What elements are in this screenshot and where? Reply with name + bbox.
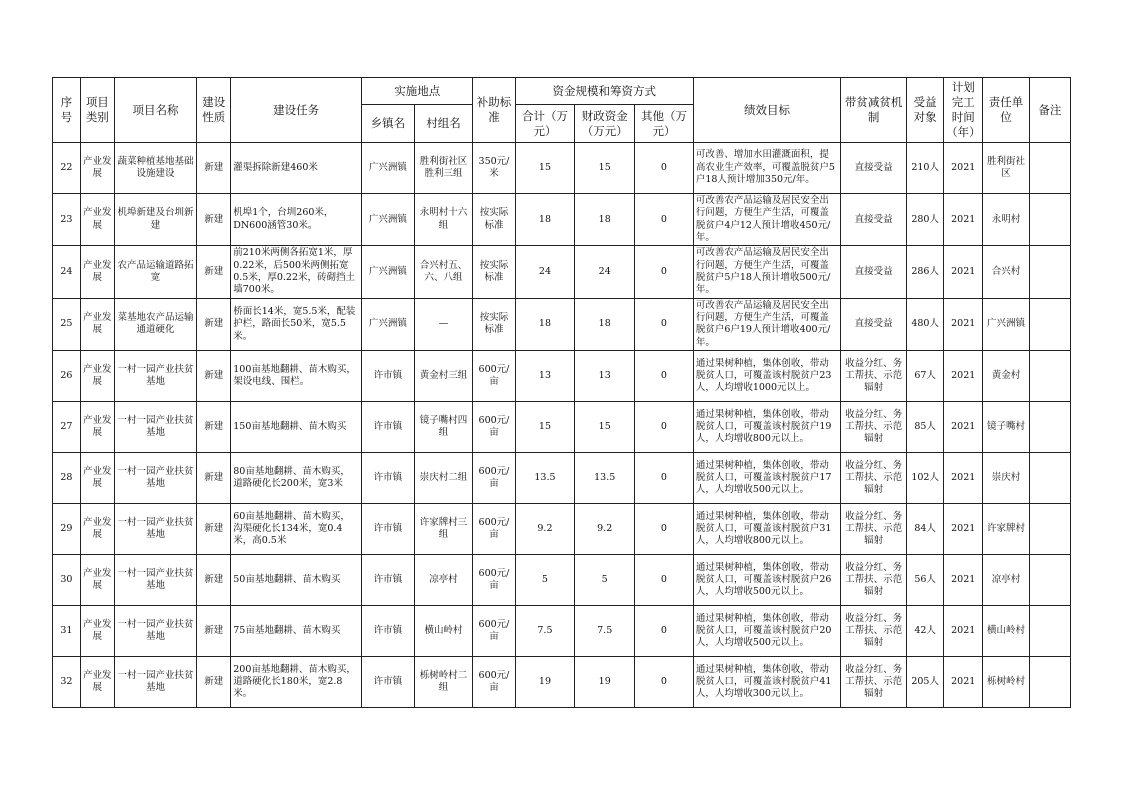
table-body bbox=[53, 143, 1071, 708]
cell-town: 广兴洲镇 bbox=[362, 143, 415, 194]
cell-goal: 可改善、增加水田灌溉面积，提高农业生产效率，可覆盖脱贫户5户18人预计增加350元/年。 bbox=[693, 143, 840, 194]
cell-task: 前210米两侧各拓宽1米，厚0.22米，后500米两侧拓宽0.5米，厚0.22米，砖砌挡土墙700米。 bbox=[231, 246, 362, 298]
table-row bbox=[53, 143, 1071, 194]
cell-beneficiary: 205人 bbox=[907, 657, 944, 708]
cell-seq: 28 bbox=[53, 453, 81, 504]
header-town: 乡镇名 bbox=[362, 105, 415, 143]
cell-goal: 可改善农产品运输及居民安全出行问题，方便生产生活，可覆盖脱贫户5户18人预计增收500元/年。 bbox=[693, 246, 840, 298]
cell-mechanism: 收益分红、务工帮扶、示范辐射 bbox=[841, 402, 907, 453]
table-row bbox=[53, 555, 1071, 606]
cell-fiscal: 13 bbox=[575, 351, 635, 402]
cell-seq: 27 bbox=[53, 402, 81, 453]
cell-beneficiary: 286人 bbox=[907, 246, 944, 298]
cell-goal: 通过果树种植，集体创收，带动脱贫人口，可覆盖该村脱贫户20人，人均增收500元以上。 bbox=[693, 606, 840, 657]
cell-task: 灌渠拆除新建460米 bbox=[231, 143, 362, 194]
cell-total: 9.2 bbox=[515, 504, 575, 555]
cell-seq: 30 bbox=[53, 555, 81, 606]
cell-unit: 崇庆村 bbox=[983, 453, 1029, 504]
cell-beneficiary: 42人 bbox=[907, 606, 944, 657]
cell-mechanism: 直接受益 bbox=[841, 194, 907, 246]
cell-fiscal: 15 bbox=[575, 143, 635, 194]
cell-category: 产业发展 bbox=[80, 453, 114, 504]
cell-other: 0 bbox=[635, 143, 694, 194]
header-mechanism: 带贫减贫机制 bbox=[841, 78, 907, 143]
cell-category: 产业发展 bbox=[80, 402, 114, 453]
cell-town: 广兴洲镇 bbox=[362, 246, 415, 298]
cell-remark bbox=[1029, 351, 1070, 402]
cell-nature: 新建 bbox=[197, 555, 231, 606]
cell-task: 60亩基地翻耕、苗木购买，沟渠硬化长134米，宽0.4米，高0.5米 bbox=[231, 504, 362, 555]
cell-subsidy: 350元/米 bbox=[473, 143, 515, 194]
cell-name: 一村一园产业扶贫基地 bbox=[114, 657, 196, 708]
cell-seq: 31 bbox=[53, 606, 81, 657]
cell-unit: 凉亭村 bbox=[983, 555, 1029, 606]
cell-goal: 可改善农产品运输及居民安全出行问题，方便生产生活，可覆盖脱贫户6户19人预计增收400元/年。 bbox=[693, 298, 840, 350]
cell-fiscal: 18 bbox=[575, 298, 635, 350]
cell-town: 广兴洲镇 bbox=[362, 194, 415, 246]
cell-total: 15 bbox=[515, 402, 575, 453]
cell-task: 150亩基地翻耕、苗木购买 bbox=[231, 402, 362, 453]
cell-category: 产业发展 bbox=[80, 606, 114, 657]
cell-category: 产业发展 bbox=[80, 657, 114, 708]
cell-seq: 25 bbox=[53, 298, 81, 350]
cell-name: 蔬菜种植基地基础设施建设 bbox=[114, 143, 196, 194]
cell-year: 2021 bbox=[944, 143, 983, 194]
cell-goal: 通过果树种植，集体创收，带动脱贫人口，可覆盖该村脱贫户17人，人均增收500元以上。 bbox=[693, 453, 840, 504]
cell-fiscal: 9.2 bbox=[575, 504, 635, 555]
header-category: 项目类别 bbox=[80, 78, 114, 143]
header-remark: 备注 bbox=[1029, 78, 1070, 143]
cell-seq: 22 bbox=[53, 143, 81, 194]
cell-beneficiary: 280人 bbox=[907, 194, 944, 246]
cell-name: 一村一园产业扶贫基地 bbox=[114, 351, 196, 402]
cell-year: 2021 bbox=[944, 555, 983, 606]
cell-task: 50亩基地翻耕、苗木购买 bbox=[231, 555, 362, 606]
cell-seq: 29 bbox=[53, 504, 81, 555]
cell-nature: 新建 bbox=[197, 657, 231, 708]
cell-town: 许市镇 bbox=[362, 657, 415, 708]
cell-total: 18 bbox=[515, 194, 575, 246]
cell-goal: 可改善农产品运输及居民安全出行问题，方便生产生活，可覆盖脱贫户4户12人预计增收450元/年。 bbox=[693, 194, 840, 246]
cell-seq: 26 bbox=[53, 351, 81, 402]
cell-remark bbox=[1029, 402, 1070, 453]
cell-total: 24 bbox=[515, 246, 575, 298]
cell-mechanism: 直接受益 bbox=[841, 143, 907, 194]
cell-other: 0 bbox=[635, 555, 694, 606]
cell-name: 农产品运输道路拓宽 bbox=[114, 246, 196, 298]
cell-goal: 通过果树种植，集体创收，带动脱贫人口，可覆盖该村脱贫户26人，人均增收500元以上。 bbox=[693, 555, 840, 606]
cell-nature: 新建 bbox=[197, 504, 231, 555]
cell-goal: 通过果树种植，集体创收，带动脱贫人口，可覆盖该村脱贫户31人，人均增收800元以上。 bbox=[693, 504, 840, 555]
header-unit: 责任单位 bbox=[983, 78, 1029, 143]
cell-subsidy: 600元/亩 bbox=[473, 606, 515, 657]
cell-task: 80亩基地翻耕、苗木购买，道路硬化长200米，宽3米 bbox=[231, 453, 362, 504]
header-name: 项目名称 bbox=[114, 78, 196, 143]
cell-other: 0 bbox=[635, 657, 694, 708]
cell-mechanism: 收益分红、务工帮扶、示范辐射 bbox=[841, 657, 907, 708]
cell-unit: 广兴洲镇 bbox=[983, 298, 1029, 350]
cell-name: 一村一园产业扶贫基地 bbox=[114, 504, 196, 555]
table-row bbox=[53, 453, 1071, 504]
cell-total: 13 bbox=[515, 351, 575, 402]
cell-village: 合兴村五、六、八组 bbox=[414, 246, 473, 298]
table-row bbox=[53, 402, 1071, 453]
cell-village: 永明村十六组 bbox=[414, 194, 473, 246]
cell-fiscal: 19 bbox=[575, 657, 635, 708]
cell-subsidy: 600元/亩 bbox=[473, 555, 515, 606]
cell-beneficiary: 210人 bbox=[907, 143, 944, 194]
table-row bbox=[53, 246, 1071, 298]
project-table bbox=[52, 77, 1071, 708]
cell-subsidy: 600元/亩 bbox=[473, 453, 515, 504]
cell-subsidy: 按实际标准 bbox=[473, 246, 515, 298]
cell-beneficiary: 84人 bbox=[907, 504, 944, 555]
cell-mechanism: 收益分红、务工帮扶、示范辐射 bbox=[841, 504, 907, 555]
header-goal: 绩效目标 bbox=[693, 78, 840, 143]
cell-mechanism: 收益分红、务工帮扶、示范辐射 bbox=[841, 606, 907, 657]
cell-beneficiary: 480人 bbox=[907, 298, 944, 350]
header-nature: 建设性质 bbox=[197, 78, 231, 143]
cell-subsidy: 按实际标准 bbox=[473, 298, 515, 350]
cell-fiscal: 18 bbox=[575, 194, 635, 246]
cell-town: 许市镇 bbox=[362, 504, 415, 555]
cell-other: 0 bbox=[635, 402, 694, 453]
cell-total: 15 bbox=[515, 143, 575, 194]
header-funding: 资金规模和筹资方式 bbox=[515, 78, 693, 105]
header-seq: 序号 bbox=[53, 78, 81, 143]
header-location: 实施地点 bbox=[362, 78, 473, 105]
cell-beneficiary: 56人 bbox=[907, 555, 944, 606]
header-fiscal: 财政资金（万元） bbox=[575, 105, 635, 143]
header-village: 村组名 bbox=[414, 105, 473, 143]
table-row bbox=[53, 351, 1071, 402]
cell-town: 许市镇 bbox=[362, 606, 415, 657]
cell-beneficiary: 67人 bbox=[907, 351, 944, 402]
cell-category: 产业发展 bbox=[80, 298, 114, 350]
cell-nature: 新建 bbox=[197, 453, 231, 504]
cell-name: 菜基地农产品运输通道硬化 bbox=[114, 298, 196, 350]
cell-other: 0 bbox=[635, 351, 694, 402]
cell-remark bbox=[1029, 453, 1070, 504]
cell-beneficiary: 85人 bbox=[907, 402, 944, 453]
cell-task: 100亩基地翻耕、苗木购买，架设电线、围栏。 bbox=[231, 351, 362, 402]
cell-nature: 新建 bbox=[197, 402, 231, 453]
cell-remark bbox=[1029, 194, 1070, 246]
cell-seq: 32 bbox=[53, 657, 81, 708]
header-plan-time: 计划完工时间（年） bbox=[944, 78, 983, 143]
cell-nature: 新建 bbox=[197, 298, 231, 350]
cell-nature: 新建 bbox=[197, 351, 231, 402]
cell-category: 产业发展 bbox=[80, 351, 114, 402]
cell-year: 2021 bbox=[944, 504, 983, 555]
cell-nature: 新建 bbox=[197, 246, 231, 298]
cell-name: 一村一园产业扶贫基地 bbox=[114, 555, 196, 606]
cell-fiscal: 15 bbox=[575, 402, 635, 453]
cell-village: 横山岭村 bbox=[414, 606, 473, 657]
cell-category: 产业发展 bbox=[80, 194, 114, 246]
cell-mechanism: 收益分红、务工帮扶、示范辐射 bbox=[841, 555, 907, 606]
cell-category: 产业发展 bbox=[80, 143, 114, 194]
cell-other: 0 bbox=[635, 194, 694, 246]
cell-total: 13.5 bbox=[515, 453, 575, 504]
cell-mechanism: 直接受益 bbox=[841, 298, 907, 350]
cell-village: 镜子嘴村四组 bbox=[414, 402, 473, 453]
cell-goal: 通过果树种植，集体创收，带动脱贫人口，可覆盖该村脱贫户23人，人均增收1000元以上。 bbox=[693, 351, 840, 402]
cell-total: 7.5 bbox=[515, 606, 575, 657]
cell-remark bbox=[1029, 298, 1070, 350]
cell-name: 一村一园产业扶贫基地 bbox=[114, 453, 196, 504]
cell-year: 2021 bbox=[944, 402, 983, 453]
cell-subsidy: 600元/亩 bbox=[473, 351, 515, 402]
cell-name: 一村一园产业扶贫基地 bbox=[114, 606, 196, 657]
cell-subsidy: 600元/亩 bbox=[473, 657, 515, 708]
table-row bbox=[53, 504, 1071, 555]
cell-year: 2021 bbox=[944, 453, 983, 504]
header-task: 建设任务 bbox=[231, 78, 362, 143]
cell-fiscal: 7.5 bbox=[575, 606, 635, 657]
cell-goal: 通过果树种植，集体创收，带动脱贫人口，可覆盖该村脱贫户41人，人均增收300元以上。 bbox=[693, 657, 840, 708]
cell-remark bbox=[1029, 555, 1070, 606]
cell-village: — bbox=[414, 298, 473, 350]
cell-unit: 横山岭村 bbox=[983, 606, 1029, 657]
cell-year: 2021 bbox=[944, 606, 983, 657]
cell-remark bbox=[1029, 143, 1070, 194]
cell-village: 胜利街社区胜利三组 bbox=[414, 143, 473, 194]
cell-town: 广兴洲镇 bbox=[362, 298, 415, 350]
cell-goal: 通过果树种植，集体创收，带动脱贫人口，可覆盖该村脱贫户19人，人均增收800元以上。 bbox=[693, 402, 840, 453]
cell-mechanism: 收益分红、务工帮扶、示范辐射 bbox=[841, 453, 907, 504]
cell-year: 2021 bbox=[944, 351, 983, 402]
cell-village: 黄金村三组 bbox=[414, 351, 473, 402]
cell-beneficiary: 102人 bbox=[907, 453, 944, 504]
cell-mechanism: 直接受益 bbox=[841, 246, 907, 298]
cell-unit: 镜子嘴村 bbox=[983, 402, 1029, 453]
cell-unit: 永明村 bbox=[983, 194, 1029, 246]
cell-remark bbox=[1029, 504, 1070, 555]
cell-other: 0 bbox=[635, 453, 694, 504]
cell-town: 许市镇 bbox=[362, 555, 415, 606]
cell-category: 产业发展 bbox=[80, 504, 114, 555]
cell-name: 机埠新建及台圳新建 bbox=[114, 194, 196, 246]
cell-remark bbox=[1029, 606, 1070, 657]
cell-town: 许市镇 bbox=[362, 453, 415, 504]
cell-total: 18 bbox=[515, 298, 575, 350]
table-row bbox=[53, 298, 1071, 350]
cell-other: 0 bbox=[635, 606, 694, 657]
cell-fiscal: 5 bbox=[575, 555, 635, 606]
cell-seq: 24 bbox=[53, 246, 81, 298]
cell-total: 19 bbox=[515, 657, 575, 708]
table-row bbox=[53, 606, 1071, 657]
header-subsidy: 补助标准 bbox=[473, 78, 515, 143]
header-other: 其他（万元） bbox=[635, 105, 694, 143]
cell-town: 许市镇 bbox=[362, 351, 415, 402]
cell-total: 5 bbox=[515, 555, 575, 606]
cell-seq: 23 bbox=[53, 194, 81, 246]
cell-subsidy: 600元/亩 bbox=[473, 402, 515, 453]
cell-year: 2021 bbox=[944, 246, 983, 298]
cell-unit: 黄金村 bbox=[983, 351, 1029, 402]
cell-nature: 新建 bbox=[197, 606, 231, 657]
cell-category: 产业发展 bbox=[80, 246, 114, 298]
cell-task: 机埠1个，台圳260米，DN600涵管30米。 bbox=[231, 194, 362, 246]
cell-unit: 栎树岭村 bbox=[983, 657, 1029, 708]
cell-other: 0 bbox=[635, 246, 694, 298]
cell-year: 2021 bbox=[944, 298, 983, 350]
cell-mechanism: 收益分红、务工帮扶、示范辐射 bbox=[841, 351, 907, 402]
cell-year: 2021 bbox=[944, 657, 983, 708]
cell-remark bbox=[1029, 657, 1070, 708]
cell-task: 75亩基地翻耕、苗木购买 bbox=[231, 606, 362, 657]
table-row bbox=[53, 657, 1071, 708]
cell-village: 崇庆村二组 bbox=[414, 453, 473, 504]
cell-unit: 胜利街社区 bbox=[983, 143, 1029, 194]
cell-subsidy: 600元/亩 bbox=[473, 504, 515, 555]
cell-year: 2021 bbox=[944, 194, 983, 246]
cell-other: 0 bbox=[635, 298, 694, 350]
cell-category: 产业发展 bbox=[80, 555, 114, 606]
cell-task: 桥面长14米，宽5.5米，配装护栏，路面长50米，宽5.5米。 bbox=[231, 298, 362, 350]
cell-name: 一村一园产业扶贫基地 bbox=[114, 402, 196, 453]
cell-village: 栎树岭村二组 bbox=[414, 657, 473, 708]
cell-unit: 许家牌村 bbox=[983, 504, 1029, 555]
cell-town: 许市镇 bbox=[362, 402, 415, 453]
cell-other: 0 bbox=[635, 504, 694, 555]
table-row bbox=[53, 194, 1071, 246]
cell-nature: 新建 bbox=[197, 143, 231, 194]
cell-village: 凉亭村 bbox=[414, 555, 473, 606]
cell-village: 许家牌村三组 bbox=[414, 504, 473, 555]
cell-fiscal: 24 bbox=[575, 246, 635, 298]
cell-remark bbox=[1029, 246, 1070, 298]
cell-nature: 新建 bbox=[197, 194, 231, 246]
cell-task: 200亩基地翻耕、苗木购买，道路硬化长180米，宽2.8米。 bbox=[231, 657, 362, 708]
cell-unit: 合兴村 bbox=[983, 246, 1029, 298]
header-total: 合计（万元） bbox=[515, 105, 575, 143]
cell-fiscal: 13.5 bbox=[575, 453, 635, 504]
cell-subsidy: 按实际标准 bbox=[473, 194, 515, 246]
header-beneficiary: 受益对象 bbox=[907, 78, 944, 143]
